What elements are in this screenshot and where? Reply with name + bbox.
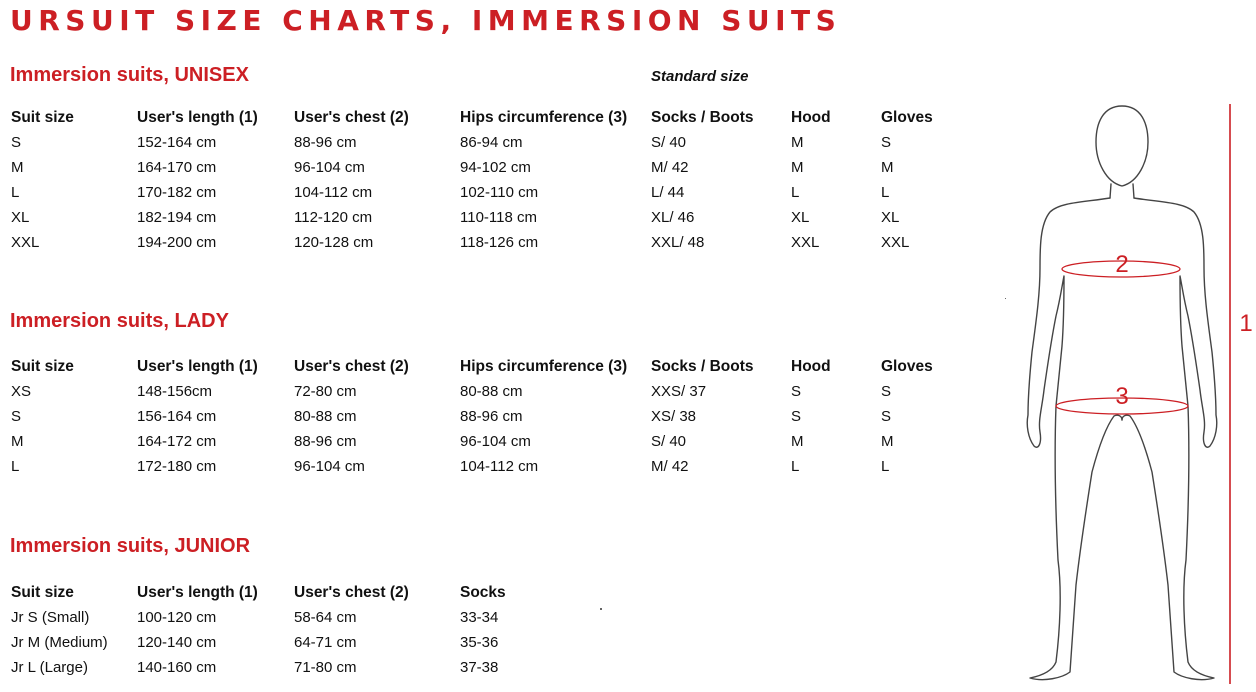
column-header: Hood bbox=[791, 358, 831, 375]
left-body-outline bbox=[1027, 198, 1122, 680]
chest-measure-label: 2 bbox=[1115, 251, 1129, 278]
table-cell: 156-164 cm bbox=[137, 408, 217, 425]
table-cell: 170-182 cm bbox=[137, 184, 217, 201]
table-cell: 88-96 cm bbox=[460, 408, 523, 425]
table-cell: 37-38 bbox=[460, 659, 499, 676]
neck-left-outline bbox=[1110, 184, 1111, 198]
length-measure-label: 1 bbox=[1239, 310, 1253, 337]
column-header: Socks bbox=[460, 584, 506, 601]
table-cell: 104-112 cm bbox=[294, 184, 373, 201]
column-header: Gloves bbox=[881, 358, 933, 375]
table-cell: 58-64 cm bbox=[294, 609, 357, 626]
table-cell: S bbox=[881, 383, 892, 400]
table-cell: M/ 42 bbox=[651, 458, 689, 475]
table-cell: M bbox=[11, 433, 24, 450]
table-cell: 140-160 cm bbox=[137, 659, 217, 676]
table-cell: 120-128 cm bbox=[294, 234, 374, 251]
table-cell: M bbox=[881, 433, 894, 450]
table-cell: 80-88 cm bbox=[460, 383, 523, 400]
table-cell: 172-180 cm bbox=[137, 458, 217, 475]
table-row bbox=[0, 130, 1000, 155]
table-cell: 194-200 cm bbox=[137, 234, 217, 251]
table-cell: M bbox=[791, 159, 804, 176]
table-cell: XL bbox=[881, 209, 900, 226]
table-cell: 104-112 cm bbox=[460, 458, 539, 475]
table-cell: 71-80 cm bbox=[294, 659, 357, 676]
table-cell: 80-88 cm bbox=[294, 408, 357, 425]
table-row bbox=[0, 404, 1000, 429]
table-row bbox=[0, 205, 1000, 230]
lady-size-table bbox=[0, 354, 1000, 479]
column-header: Hood bbox=[791, 109, 831, 126]
lady-heading: Immersion suits, LADY bbox=[10, 310, 229, 332]
table-cell: 88-96 cm bbox=[294, 433, 357, 450]
column-header: User's chest (2) bbox=[294, 584, 409, 601]
table-cell: 110-118 cm bbox=[460, 209, 537, 226]
table-cell: M bbox=[881, 159, 894, 176]
table-cell: L bbox=[881, 458, 890, 475]
column-header: User's length (1) bbox=[137, 358, 258, 375]
table-cell: XXS/ 37 bbox=[651, 383, 707, 400]
table-cell: L bbox=[881, 184, 890, 201]
table-cell: 102-110 cm bbox=[460, 184, 539, 201]
table-cell: 96-104 cm bbox=[460, 433, 531, 450]
junior-heading: Immersion suits, JUNIOR bbox=[10, 535, 251, 557]
stray-dot bbox=[600, 608, 602, 610]
table-cell: 120-140 cm bbox=[137, 634, 217, 651]
table-cell: L bbox=[11, 458, 20, 475]
junior-size-table bbox=[0, 580, 1000, 680]
table-cell: XS bbox=[11, 383, 32, 400]
table-cell: 86-94 cm bbox=[460, 134, 523, 151]
unisex-size-table bbox=[0, 105, 1000, 255]
standard-size-note: Standard size bbox=[651, 68, 749, 85]
head-outline bbox=[1096, 106, 1148, 186]
table-cell: XXL bbox=[881, 234, 910, 251]
table-cell: 88-96 cm bbox=[294, 134, 357, 151]
table-cell: 152-164 cm bbox=[137, 134, 217, 151]
table-cell: XL/ 46 bbox=[651, 209, 695, 226]
table-cell: L/ 44 bbox=[651, 184, 685, 201]
unisex-heading: Immersion suits, UNISEX bbox=[10, 64, 249, 86]
table-cell: M bbox=[791, 433, 804, 450]
table-cell: L bbox=[791, 458, 800, 475]
table-cell: M bbox=[11, 159, 24, 176]
column-header: Socks / Boots bbox=[651, 109, 754, 126]
table-cell: 112-120 cm bbox=[294, 209, 373, 226]
column-header: User's length (1) bbox=[137, 584, 258, 601]
table-cell: 182-194 cm bbox=[137, 209, 217, 226]
table-cell: S/ 40 bbox=[651, 433, 687, 450]
table-header-row bbox=[0, 580, 1000, 605]
table-cell: S/ 40 bbox=[651, 134, 687, 151]
table-row bbox=[0, 180, 1000, 205]
table-cell: S bbox=[11, 408, 22, 425]
table-cell: 118-126 cm bbox=[460, 234, 539, 251]
table-cell: 35-36 bbox=[460, 634, 499, 651]
table-cell: XXL bbox=[11, 234, 40, 251]
table-header-row bbox=[0, 105, 1000, 130]
table-cell: 94-102 cm bbox=[460, 159, 531, 176]
table-row bbox=[0, 605, 1000, 630]
table-cell: S bbox=[881, 408, 892, 425]
body-measurement-figure bbox=[990, 90, 1256, 690]
table-cell: XXL/ 48 bbox=[651, 234, 705, 251]
table-cell: 100-120 cm bbox=[137, 609, 217, 626]
column-header: Suit size bbox=[11, 358, 74, 375]
table-cell: L bbox=[11, 184, 20, 201]
table-cell: 164-170 cm bbox=[137, 159, 217, 176]
table-row bbox=[0, 379, 1000, 404]
table-cell: 148-156cm bbox=[137, 383, 213, 400]
column-header: Gloves bbox=[881, 109, 933, 126]
table-row bbox=[0, 630, 1000, 655]
table-cell: 64-71 cm bbox=[294, 634, 357, 651]
table-cell: Jr M (Medium) bbox=[11, 634, 108, 651]
table-cell: Jr S (Small) bbox=[11, 609, 90, 626]
table-cell: S bbox=[791, 408, 802, 425]
table-cell: XL bbox=[11, 209, 30, 226]
table-cell: M/ 42 bbox=[651, 159, 689, 176]
neck-right-outline bbox=[1133, 184, 1134, 198]
table-row bbox=[0, 454, 1000, 479]
column-header: User's chest (2) bbox=[294, 358, 409, 375]
table-cell: S bbox=[881, 134, 892, 151]
table-row bbox=[0, 429, 1000, 454]
table-cell: 72-80 cm bbox=[294, 383, 357, 400]
column-header: Suit size bbox=[11, 109, 74, 126]
page-title: URSUIT SIZE CHARTS, IMMERSION SUITS bbox=[10, 4, 842, 37]
table-cell: 96-104 cm bbox=[294, 159, 365, 176]
table-cell: S bbox=[791, 383, 802, 400]
column-header: Suit size bbox=[11, 584, 74, 601]
column-header: Hips circumference (3) bbox=[460, 358, 628, 375]
table-cell: XXL bbox=[791, 234, 820, 251]
column-header: Socks / Boots bbox=[651, 358, 754, 375]
table-cell: XL bbox=[791, 209, 810, 226]
table-row bbox=[0, 230, 1000, 255]
table-cell: Jr L (Large) bbox=[11, 659, 88, 676]
table-cell: 33-34 bbox=[460, 609, 499, 626]
column-header: User's length (1) bbox=[137, 109, 258, 126]
hips-measure-label: 3 bbox=[1115, 383, 1129, 410]
table-row bbox=[0, 155, 1000, 180]
table-cell: 164-172 cm bbox=[137, 433, 217, 450]
table-cell: 96-104 cm bbox=[294, 458, 365, 475]
table-row bbox=[0, 655, 1000, 680]
table-cell: L bbox=[791, 184, 800, 201]
column-header: Hips circumference (3) bbox=[460, 109, 628, 126]
table-cell: S bbox=[11, 134, 22, 151]
table-header-row bbox=[0, 354, 1000, 379]
right-body-outline bbox=[1122, 198, 1217, 680]
table-cell: M bbox=[791, 134, 804, 151]
column-header: User's chest (2) bbox=[294, 109, 409, 126]
table-cell: XS/ 38 bbox=[651, 408, 697, 425]
